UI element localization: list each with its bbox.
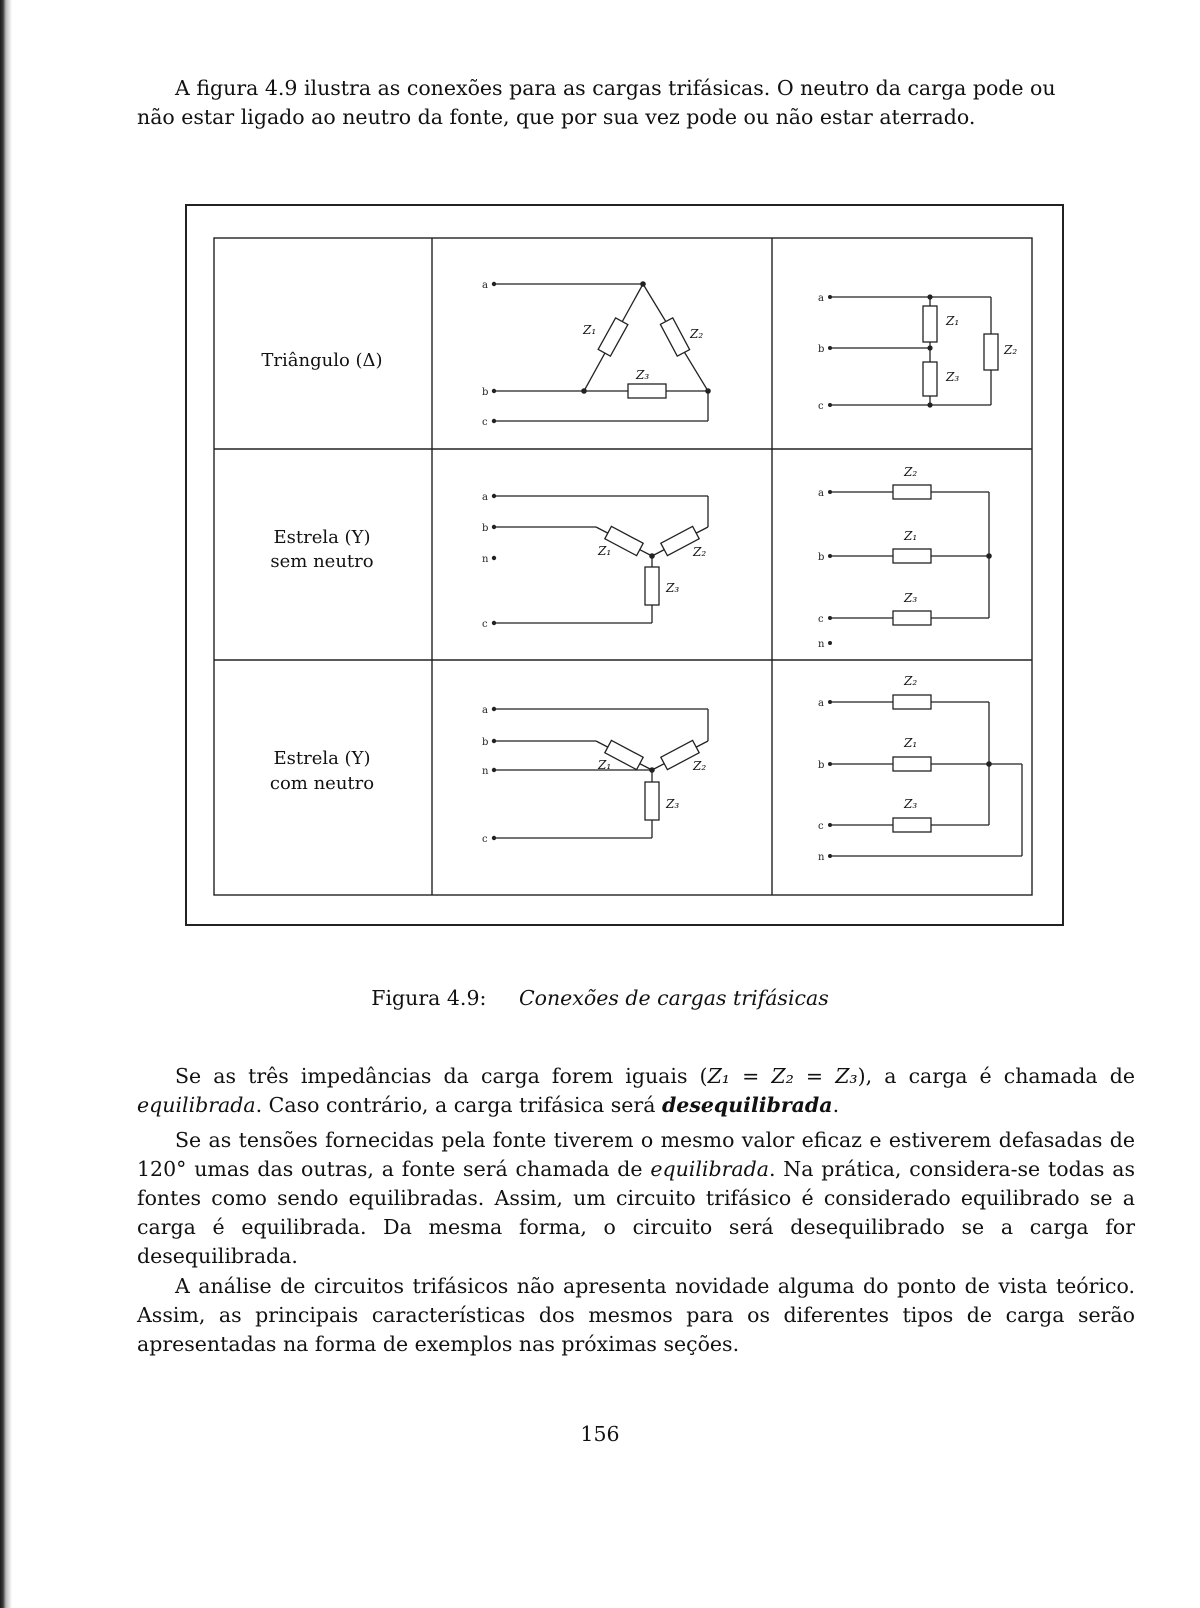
terminal-c: c (482, 834, 488, 845)
text-run: . Caso contrário, a carga trifásica será (255, 1093, 662, 1117)
star-with-neutral-diagram (482, 705, 708, 845)
z3-label: Z₃ (946, 370, 960, 384)
impedance-equation: Z₁ = Z₂ = Z₃ (707, 1064, 858, 1088)
term-equilibrada: equilibrada (137, 1093, 256, 1117)
z2-label: Z₂ (904, 674, 918, 688)
paragraph-analise: A análise de circuitos trifásicos não apresenta novidade alguma do ponto de vista teórico. Assim, as principais características dos mesmos para os diferentes tipos de carga serão apresentadas na forma de exemplos nas próximas seções. (137, 1274, 1135, 1356)
star-without-neutral-schematic (818, 465, 992, 650)
terminal-c: c (818, 614, 824, 625)
z1-label: Z₁ (904, 736, 918, 750)
star-with-neutral-schematic (818, 674, 1022, 863)
terminal-n: n (818, 639, 825, 650)
text-run: Se as tensões fornecidas pela fonte tiverem o mesmo valor eficaz e estiverem defasadas de 120° umas das outras, a fonte será chamada de (137, 1128, 1135, 1181)
text-run: ), a carga é chamada de (857, 1064, 1135, 1088)
text-run: . (832, 1093, 840, 1117)
z1-label: Z₁ (583, 323, 597, 337)
z1-label: Z₁ (904, 529, 918, 543)
terminal-b: b (482, 737, 489, 748)
z1-label: Z₁ (946, 314, 960, 328)
terminal-b: b (818, 344, 825, 355)
label-triangulo: Triângulo (Δ) (261, 350, 383, 371)
z3-label: Z₃ (666, 797, 680, 811)
page-number: 156 (580, 1422, 620, 1446)
star-without-neutral-diagram (482, 492, 708, 630)
z3-label: Z₃ (904, 797, 918, 811)
z2-label: Z₂ (693, 759, 707, 773)
z3-label: Z₃ (636, 368, 650, 382)
intro-line-1: A figura 4.9 ilustra as conexões para as cargas trifásicas. O neutro da carga pode ou (175, 76, 1056, 100)
terminal-c: c (818, 401, 824, 412)
paragraph-equilibrada (137, 1062, 1135, 1120)
terminal-n: n (818, 852, 825, 863)
terminal-a: a (818, 698, 824, 709)
terminal-n: n (482, 766, 489, 777)
z2-label: Z₂ (904, 465, 918, 479)
label-estrela-sem-1: Estrela (Y) (273, 527, 371, 548)
terminal-c: c (482, 619, 488, 630)
terminal-n: n (482, 554, 489, 565)
delta-schematic-diagram (818, 293, 1017, 412)
terminal-a: a (482, 492, 488, 503)
label-estrela-com-2: com neutro (269, 773, 375, 794)
z1-label: Z₁ (598, 544, 612, 558)
terminal-a: a (818, 488, 824, 499)
delta-triangle-diagram (482, 280, 711, 428)
terminal-b: b (818, 760, 825, 771)
z2-label: Z₂ (1004, 343, 1018, 357)
term-equilibrada-fonte: equilibrada (650, 1157, 769, 1181)
text-run: Se as três impedâncias da carga forem iguais ( (175, 1064, 708, 1088)
z2-label: Z₂ (693, 545, 707, 559)
terminal-a: a (482, 280, 488, 291)
intro-line-2: não estar ligado ao neutro da fonte, que por sua vez pode ou não estar aterrado. (137, 105, 976, 129)
caption-label: Figura 4.9: (371, 986, 487, 1010)
paragraph-tensoes (137, 1126, 1135, 1271)
z3-label: Z₃ (666, 581, 680, 595)
terminal-a: a (482, 705, 488, 716)
label-estrela-com-1: Estrela (Y) (273, 748, 371, 769)
caption-text: Conexões de cargas trifásicas (518, 986, 829, 1010)
terminal-b: b (482, 523, 489, 534)
z1-label: Z₁ (598, 758, 612, 772)
terminal-a: a (818, 293, 824, 304)
terminal-b: b (818, 552, 825, 563)
terminal-c: c (818, 821, 824, 832)
terminal-c: c (482, 417, 488, 428)
z3-label: Z₃ (904, 591, 918, 605)
text-run: . Na prática, considera-se todas as fontes como sendo equilibradas. Assim, um circuito trifásico é considerado equilibrado se a carga é equilibrada. Da mesma forma, o circuito será desequilibrado se a carga for desequilibrada. (137, 1157, 1136, 1268)
terminal-b: b (482, 387, 489, 398)
term-desequilibrada: desequilibrada (661, 1093, 833, 1117)
figure-caption (0, 986, 1200, 1010)
label-estrela-sem-2: sem neutro (270, 551, 374, 572)
z2-label: Z₂ (690, 327, 704, 341)
